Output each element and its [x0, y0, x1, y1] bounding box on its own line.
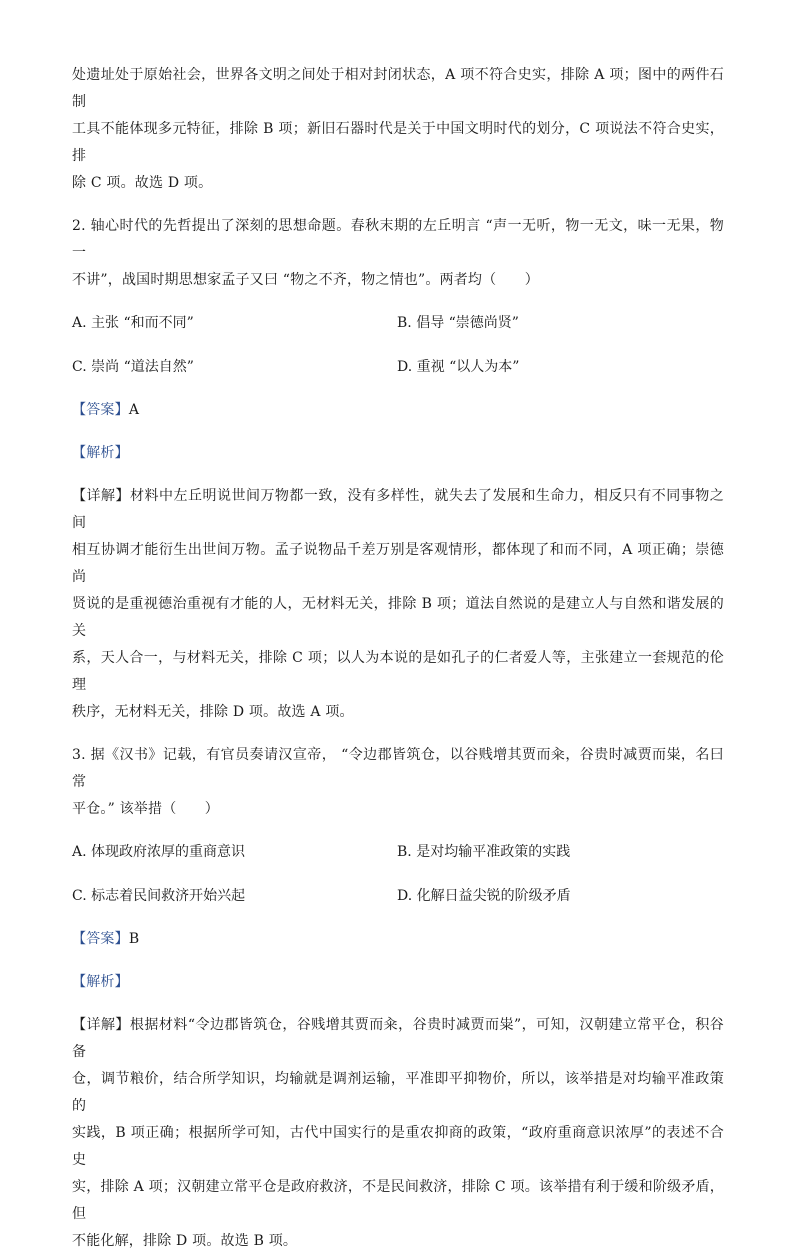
analysis-line [72, 969, 724, 996]
detail-line: 实践，B 项正确；根据所学可知，古代中国实行的是重农抑商的政策，“政府重商意识浓厚”的表述不合史 [72, 1125, 724, 1168]
document-page [72, 62, 724, 1255]
detail-line: 不能化解，排除 D 项。故选 B 项。 [72, 1233, 298, 1249]
option-d: D. 化解日益尖锐的阶级矛盾 [397, 888, 571, 904]
analysis-tag: 【解析】 [72, 974, 129, 990]
option-b: B. 是对均输平准政策的实践 [397, 844, 571, 860]
option-c: C. 崇尚 “道法自然” [72, 359, 194, 375]
answer-tag: 【答案】 [72, 931, 129, 947]
question-2 [72, 213, 724, 726]
question-stem: 不讲”，战国时期思想家孟子又曰 “物之不齐，物之情也”。两者均（ ） [72, 272, 539, 288]
detail-line: 实，排除 A 项；汉朝建立常平仓是政府救济，不是民间救济，排除 C 项。该举措有利于缓和阶级矛盾，但 [72, 1179, 724, 1222]
answer-tag: 【答案】 [72, 402, 129, 418]
detail-line: 秩序，无材料无关，排除 D 项。故选 A 项。 [72, 704, 354, 720]
analysis-tag: 【解析】 [72, 445, 129, 461]
answer-line [72, 926, 724, 953]
detail-line [72, 483, 724, 537]
options-grid [72, 839, 724, 910]
option-a: A. 体现政府浓厚的重商意识 [72, 844, 246, 860]
question-stem: 3. 据《汉书》记载，有官员奏请汉宣帝， “令边郡皆筑仓，以谷贱增其贾而籴，谷贵时减贾而粜，名曰常 [72, 747, 724, 790]
previous-explanation [72, 62, 724, 197]
detail-text: 根据材料“令边郡皆筑仓，谷贱增其贾而籴，谷贵时减贾而粜”，可知，汉朝建立常平仓，积谷备 [72, 1017, 724, 1060]
detail-tag: 【详解】 [72, 488, 130, 504]
detail-line: 贤说的是重视德治重视有才能的人，无材料无关，排除 B 项；道法自然说的是建立人与自然和谐发展的关 [72, 596, 724, 639]
detail-line [72, 1012, 724, 1066]
question-stem: 平仓。” 该举措（ ） [72, 801, 220, 817]
option-b: B. 倡导 “崇德尚贤” [397, 315, 519, 331]
detail-line: 系，天人合一，与材料无关，排除 C 项；以人为本说的是如孔子的仁者爱人等，主张建立一套规范的伦理 [72, 650, 724, 693]
answer-value: B [128, 931, 140, 947]
detail-line: 相互协调才能衍生出世间万物。孟子说物品千差万别是客观情形，都体现了和而不同，A 项正确；崇德尚 [72, 542, 724, 585]
options-grid [72, 310, 724, 381]
detail-line: 仓，调节粮价，结合所学知识，均输就是调剂运输，平准即平抑物价，所以，该举措是对均输平准政策的 [72, 1071, 724, 1114]
detail-tag: 【详解】 [72, 1017, 130, 1033]
text-line: 除 C 项。故选 D 项。 [72, 175, 213, 191]
answer-value: A [128, 402, 140, 418]
text-line: 工具不能体现多元特征，排除 B 项；新旧石器时代是关于中国文明时代的划分，C 项说法不符合史实，排 [72, 121, 724, 164]
analysis-line [72, 440, 724, 467]
question-stem: 2. 轴心时代的先哲提出了深刻的思想命题。春秋末期的左丘明言 “声一无听，物一无文，味一无果，物一 [72, 218, 724, 261]
option-d: D. 重视 “以人为本” [397, 359, 520, 375]
option-a: A. 主张 “和而不同” [72, 315, 194, 331]
detail-text: 材料中左丘明说世间万物都一致，没有多样性，就失去了发展和生命力，相反只有不同事物之间 [72, 488, 724, 531]
option-c: C. 标志着民间救济开始兴起 [72, 888, 246, 904]
answer-line [72, 397, 724, 424]
question-3 [72, 742, 724, 1255]
text-line: 处遗址处于原始社会，世界各文明之间处于相对封闭状态，A 项不符合史实，排除 A 项；图中的两件石制 [72, 67, 724, 110]
